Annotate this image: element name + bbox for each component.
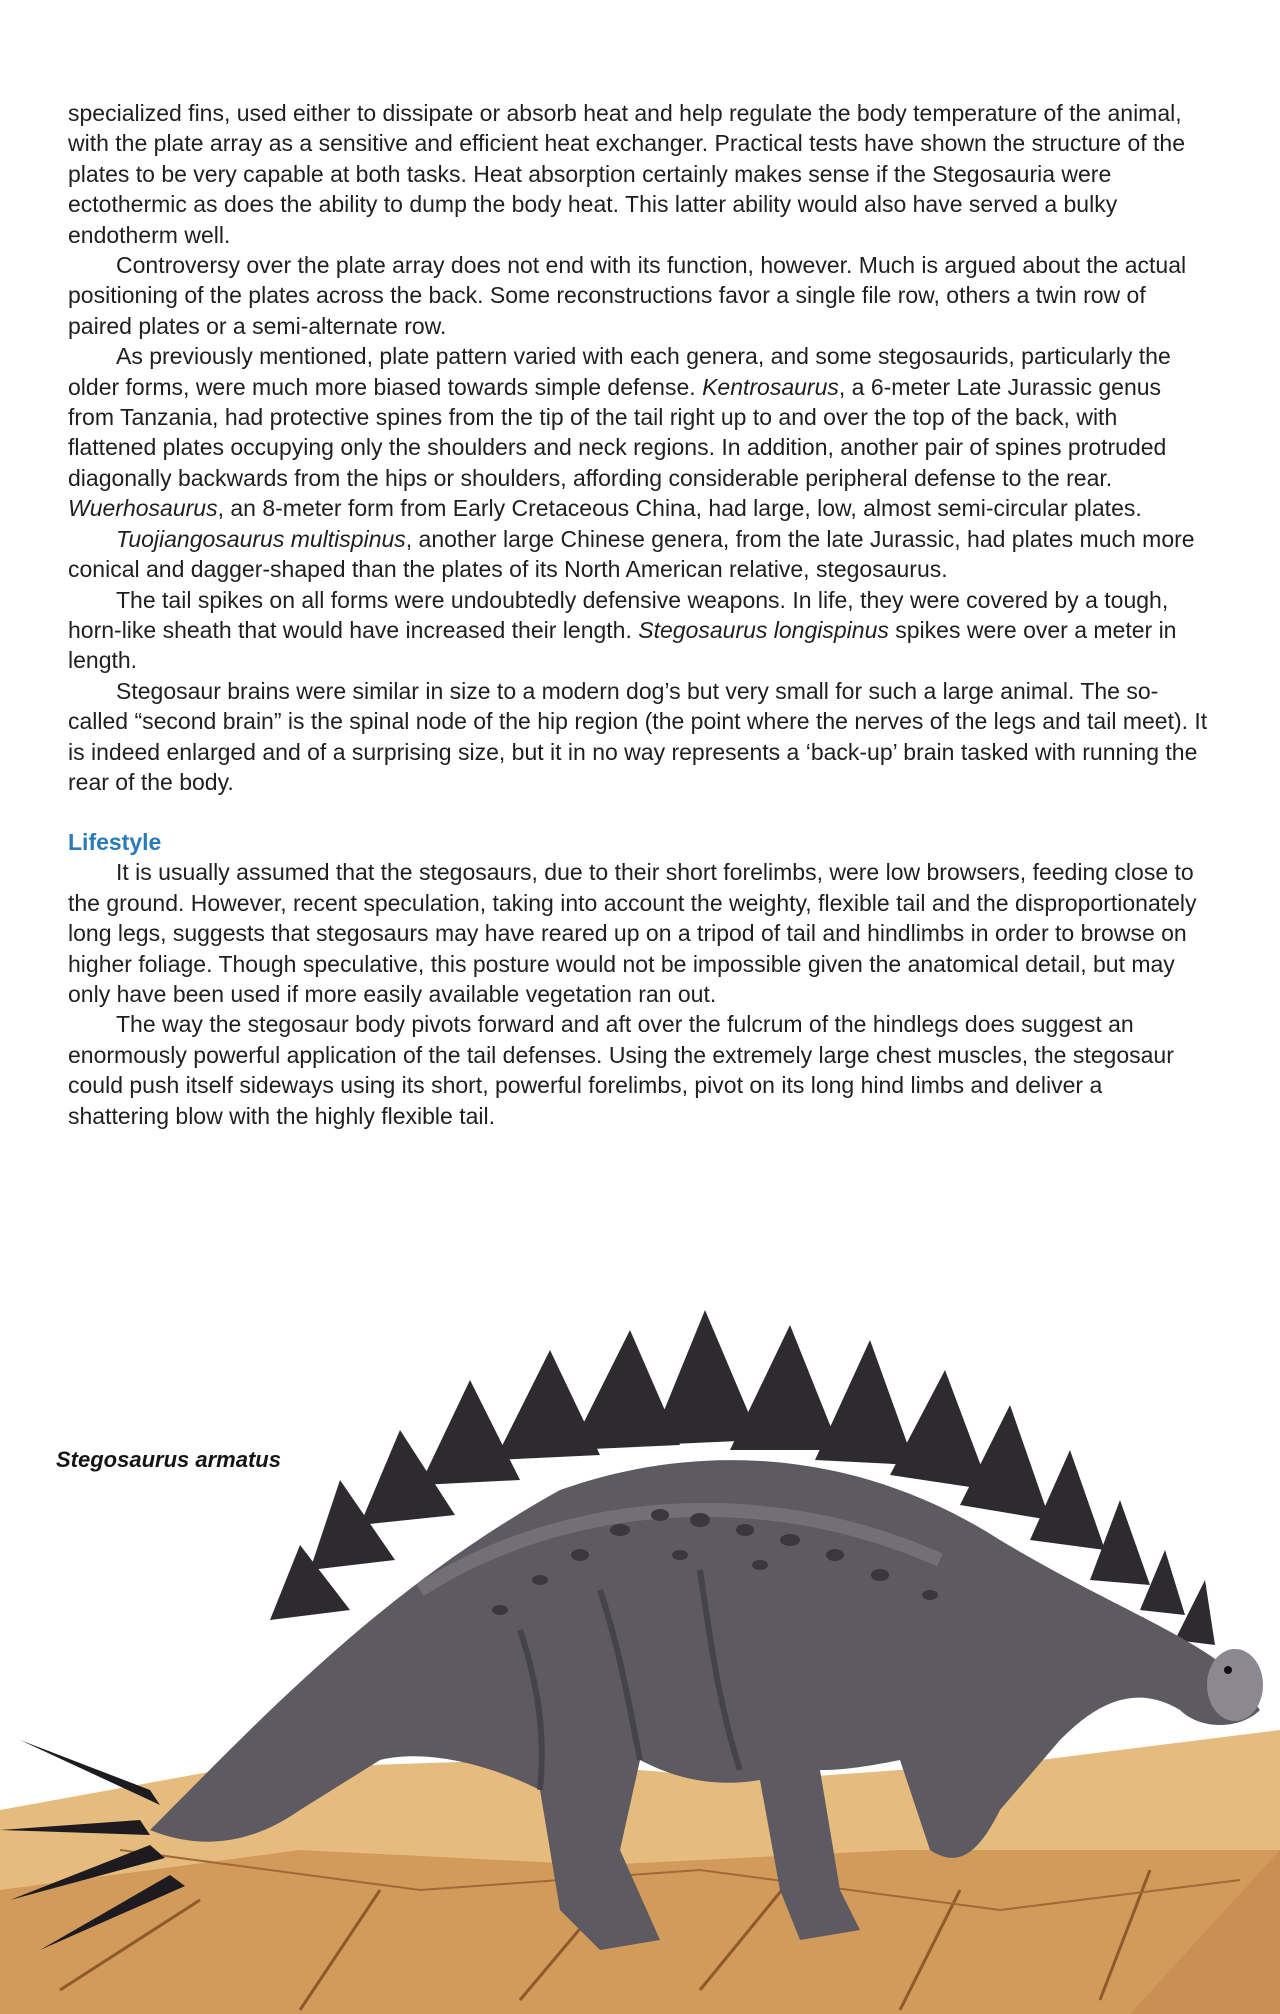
italic-term: Kentrosaurus [702, 373, 839, 400]
paragraph [68, 1009, 1208, 1131]
paragraphs-top [68, 98, 1208, 797]
section-heading-lifestyle: Lifestyle [68, 829, 162, 856]
article-body [68, 98, 1208, 1131]
stegosaurus-illustration [0, 1290, 1280, 2014]
italic-term: Tuojiangosaurus multispinus [116, 525, 406, 552]
text-run: As previously mentioned, plate pattern varied with each genera, and some stegosaurids, particularly the older forms, were much more biased towards simple defense. [68, 343, 1171, 400]
paragraph [68, 585, 1208, 676]
paragraphs-bottom [68, 857, 1208, 1131]
text-run: Stegosaur brains were similar in size to a modern dog’s but very small for such a large animal. The so-called “second brain” is the spinal node of the hip region (the point where the nerves of the legs and tail meet). It is indeed enlarged and of a surprising size, but it in no way represents a ‘back-up’ brain tasked with running the rear of the body. [68, 677, 1208, 795]
text-run: specialized fins, used either to dissipate or absorb heat and help regulate the body temperature of the animal, with the plate array as a sensitive and efficient heat exchanger. Practical tests have shown the structure of the plates to be very capable at both tasks. Heat absorption certainly makes sense if the Stegosauria were ectothermic as does the ability to dump the body heat. This latter ability would also have served a bulky endotherm well. [68, 100, 1185, 248]
text-run: Controversy over the plate array does not end with its function, however. Much is argued about the actual positioning of the plates across the back. Some reconstructions favor a single file row, others a twin row of paired plates or a semi-alternate row. [68, 252, 1187, 339]
text-run: , a 6-meter Late Jurassic genus from Tanzania, had protective spines from the tip of the tail right up to and over the top of the back, with flattened plates occupying only the shoulders and neck regions. In addition, another pair of spines protruded diagonally backwards from the hips or shoulders, affording considerable peripheral defense to the rear. [68, 373, 1167, 491]
paragraph [68, 524, 1208, 585]
italic-term: Stegosaurus longispinus [638, 616, 889, 643]
paragraph [68, 676, 1208, 798]
paragraph [68, 98, 1208, 250]
paragraph [68, 857, 1208, 1009]
text-run: , another large Chinese genera, from the late Jurassic, had plates much more conical and dagger-shaped than the plates of its North American relative, stegosaurus. [68, 525, 1195, 583]
text-run: The way the stegosaur body pivots forward and aft over the fulcrum of the hindlegs does suggest an enormously powerful application of the tail defenses. Using the extremely large chest muscles, the stegosaur could push itself sideways using its short, powerful forelimbs, pivot on its long hind limbs and deliver a shattering blow with the highly flexible tail. [68, 1011, 1174, 1129]
ground [0, 1730, 1280, 2014]
text-run: , an 8-meter form from Early Cretaceous China, had large, low, almost semi-circular plates. [217, 495, 1142, 522]
text-run: It is usually assumed that the stegosaurs, due to their short forelimbs, were low browsers, feeding close to the ground. However, recent speculation, taking into account the weighty, flexible tail and the disproportionately long legs, suggests that stegosaurs may have reared up on a tripod of tail and hindlimbs in order to browse on higher foliage. Though speculative, this posture would not be impossible given the anatomical detail, but may only have been used if more easily available vegetation ran out. [68, 859, 1197, 1007]
paragraph [68, 341, 1208, 523]
text-run: spikes were over a meter in length. [68, 616, 1177, 674]
italic-term: Wuerhosaurus [68, 495, 218, 522]
figure-caption: Stegosaurus armatus [56, 1447, 281, 1472]
text-run: The tail spikes on all forms were undoubtedly defensive weapons. In life, they were covered by a tough, horn-like sheath that would have increased their length. [68, 586, 1169, 643]
paragraph [68, 250, 1208, 341]
